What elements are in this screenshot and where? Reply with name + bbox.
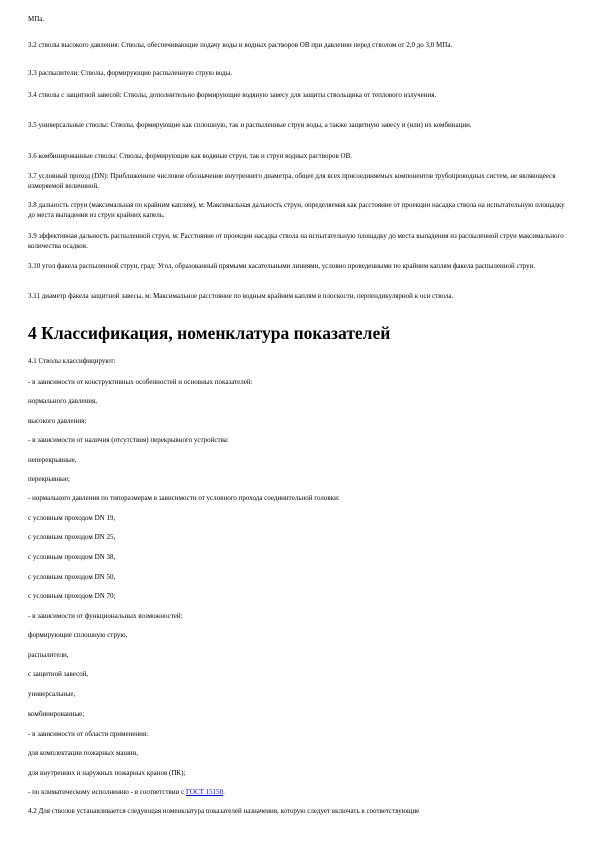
climate-text-end: . (223, 788, 225, 796)
list-item: комбинированные; (28, 710, 85, 718)
definition-3-2: 3.2 стволы высокого давления: Стволы, обеспечивающие подачу воды и водных растворов ОВ при давлении перед стволом от 2,0 до 3,0 МПа. (28, 41, 453, 49)
list-item: с условным проходом DN 70; (28, 592, 116, 600)
list-item: - в зависимости от функциональных возможностей: (28, 612, 183, 620)
list-item: - в зависимости от конструктивных особенностей и основных показателей: (28, 378, 253, 386)
list-item: с условным проходом DN 38, (28, 553, 116, 561)
list-item: с защитной завесой, (28, 670, 89, 678)
clause-4-2: 4.2 Для стволов устанавливается следующая номенклатура показателей назначения, которую следует включать в соответствующие (28, 807, 420, 815)
climate-item (28, 787, 566, 797)
list-item: универсальные, (28, 690, 76, 698)
definition-3-11: 3.11 диаметр факела защитной завесы, м: Максимальное расстояние по водным крайним каплям в плоскости, перпендикулярной к оси ствола. (28, 292, 454, 300)
list-item: для внутренних и наружных пожарных кранов (ПК); (28, 769, 186, 777)
list-item: нормального давления, (28, 397, 98, 405)
definition-3-4: 3.4 стволы с защитной завесой: Стволы, дополнительно формирующие водяную завесу для защиты ствольщика от теплового излучения. (28, 91, 437, 99)
list-item: для комплектации пожарных машин, (28, 749, 139, 757)
definition-3-8: 3.8 дальность струи (максимальная по крайним каплям), м: Максимальная дальность струи, определяемая как расстояние от проекции насадка ствола на испытательную площадку до места выпадения из струи крайних капель. (28, 201, 565, 219)
definition-3-10: 3.10 угол факела распыленной струи, град: Угол, образованный прямыми касательными линиями, условно проведенными по крайним каплям факела распыленной струи. (28, 262, 536, 270)
list-item: перекрывные; (28, 475, 70, 483)
climate-text: - по климатическому исполнению - в соответствии с (28, 788, 186, 796)
gost-15150-link[interactable]: ГОСТ 15150 (185, 788, 224, 796)
list-item: с условным проходом DN 50, (28, 573, 116, 581)
list-item: - нормального давления по типоразмерам в зависимости от условного прохода соединительной головки: (28, 494, 340, 502)
definition-3-3: 3.3 распылители: Стволы, формирующие распыленную струю воды. (28, 69, 233, 77)
list-item: распылители, (28, 651, 69, 659)
clause-4-1: 4.1 Стволы классифицируют: (28, 357, 116, 365)
list-item: формирующие сплошную струю, (28, 631, 128, 639)
definition-3-9: 3.9 эффективная дальность распыленной струи, м: Расстояние от проекции насадка ствола на испытательную площадку до места выпадения из распыленной струи максимального количества осадков. (28, 232, 564, 250)
definition-3-7: 3.7 условный проход (DN): Приближенное числовое обозначение внутреннего диаметра, общее для всех присоединяемых компонентов трубопроводных систем, не являющееся измеряемой величиной. (28, 172, 556, 190)
paragraph-continuation: МПа. (28, 15, 45, 23)
list-item: высокого давления; (28, 417, 87, 425)
definition-3-6: 3.6 комбинированные стволы: Стволы, формирующие как водяные струи, так и струи водных растворов ОВ. (28, 152, 352, 160)
list-item: с условным проходом DN 19, (28, 514, 116, 522)
section-heading: 4 Классификация, номенклатура показателей (28, 323, 391, 343)
definition-3-5: 3.5 универсальные стволы: Стволы, формирующие как сплошную, так и распыленные струи воды, а также защитную завесу и (или) их комбинации. (28, 121, 472, 129)
list-item: неперекрывные, (28, 456, 77, 464)
list-item: с условным проходом DN 25, (28, 533, 116, 541)
list-item: - в зависимости от наличия (отсутствия) перекрывного устройства: (28, 436, 229, 444)
list-item: - в зависимости от области применения: (28, 730, 149, 738)
